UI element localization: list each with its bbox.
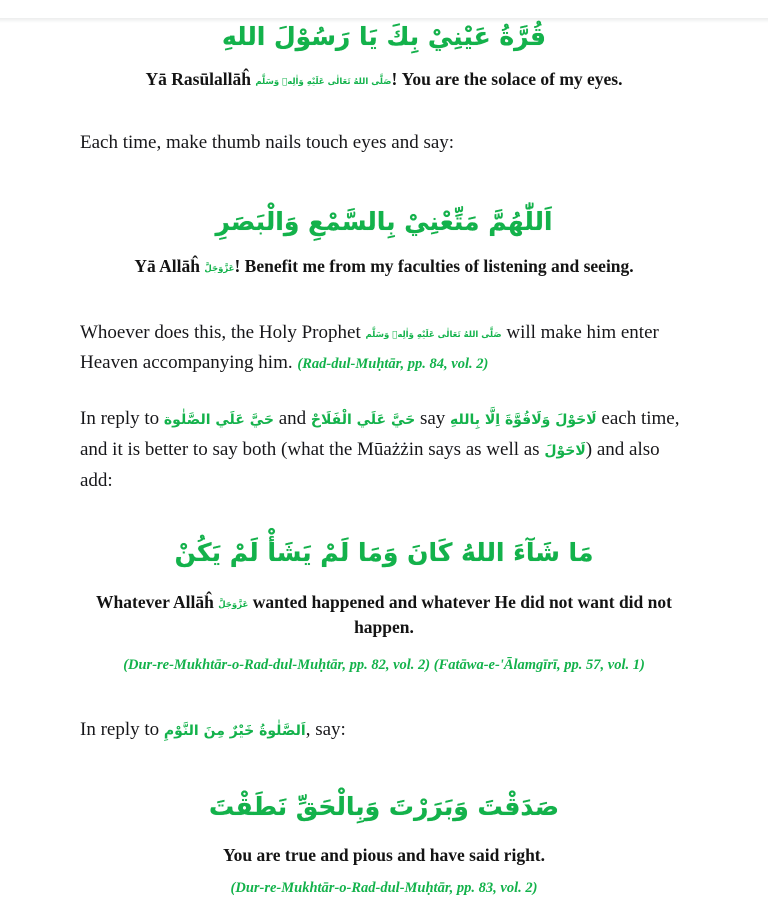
honorific-sallallahu-1: صَلَّى اللهُ تَعَالٰى عَلَيْهِ وَاٰلِهٖ وَسَلَّم [255, 76, 392, 87]
translation-line-1 [80, 67, 688, 92]
arabic-invocation-4: صَدَقْتَ وَبَرَرْتَ وَبِالْحَقِّ نَطَقْتَ [209, 791, 559, 821]
reply-1-text-c: say [415, 408, 451, 430]
arabic-invocation-2: اَللّٰهُمَّ مَتِّعْنِيْ بِالسَّمْعِ وَالْبَصَرِ [215, 206, 553, 236]
reply-1-text-d: each time, and it is better to say both (what the Mūażżin says as well as [80, 408, 680, 460]
citation-dur-re-mukhtar-82-alamgiri-57: (Dur-re-Mukhtār-o-Rad-dul-Muḥtār, pp. 82, vol. 2) (Fatāwa-e-'Ālamgīrī, pp. 57, vol. 1) [123, 656, 645, 673]
translation-3-pre: Whatever Allāĥ [96, 591, 219, 612]
reply-1-text-e: ) and also add: [80, 438, 660, 491]
narration-text-a: Whoever does this, the Holy Prophet [80, 321, 366, 343]
arabic-phrase-hayya-alas-salah: حَيَّ عَلَي الصَّلٰوة [163, 412, 274, 429]
citation-rad-dul-muhtar-84: (Rad-dul-Muḥtār, pp. 84, vol. 2) [297, 356, 489, 373]
translation-1-post: ! You are the solace of my eyes. [391, 68, 623, 89]
citation-dur-re-mukhtar-83: (Dur-re-Mukhtār-o-Rad-dul-Muḥtār, pp. 83, vol. 2) [230, 879, 538, 896]
reply-1-text-a: In reply to [80, 408, 164, 430]
arabic-phrase-as-salatu-khayrum-minan-nawm: اَلصَّلٰوةُ خَيْرٌ مِنَ النَّوْمِ [163, 722, 306, 739]
translation-3-post: wanted happened and whatever He did not want did not happen. [248, 591, 672, 638]
reply-2-text-b: , say: [305, 718, 346, 740]
narration-text-b: will make him enter Heaven accompanying him. [80, 321, 659, 374]
reply-2-text-a: In reply to [80, 718, 164, 740]
reply-paragraph-2 [80, 715, 688, 746]
instruction-paragraph-1: Each time, make thumb nails touch eyes and say: [80, 131, 455, 153]
reply-1-text-b: and [273, 408, 311, 430]
honorific-azzawajall-2: عَزَّوَجَلَّ [218, 599, 249, 610]
honorific-sallallahu-2: صَلَّى اللهُ تَعَالٰى عَلَيْهِ وَاٰلِهٖ وَسَلَّم [365, 329, 502, 340]
translation-2-pre: Yā Allāĥ [134, 256, 205, 277]
arabic-phrase-la-hawla: لَاحَوْلَ وَلَاقُوَّةَ اِلَّا بِاللهِ [450, 412, 597, 429]
arabic-phrase-hayya-alal-falah: حَيَّ عَلَي الْفَلَاحْ [310, 412, 416, 429]
document-page [0, 18, 768, 898]
translation-line-2 [80, 254, 688, 279]
arabic-invocation-3: مَا شَآءَ اللهُ كَانَ وَمَا لَمْ يَشَأْ لَمْ يَكُنْ [174, 538, 594, 568]
narration-paragraph [80, 318, 688, 380]
honorific-azzawajall-1: عَزَّوَجَلَّ [204, 264, 235, 275]
translation-2-post: ! Benefit me from my faculties of listening and seeing. [234, 256, 634, 277]
arabic-phrase-la-hawla-short: لَاحَوْلَ [544, 442, 586, 459]
reply-paragraph-1 [80, 404, 688, 496]
translation-1-pre: Yā Rasūlallāĥ [145, 68, 256, 89]
translation-line-4: You are true and pious and have said right. [222, 845, 546, 866]
arabic-invocation-1: قُرَّةُ عَيْنِيْ بِكَ يَا رَسُوْلَ اللهِ [221, 22, 547, 51]
translation-line-3 [80, 590, 688, 641]
